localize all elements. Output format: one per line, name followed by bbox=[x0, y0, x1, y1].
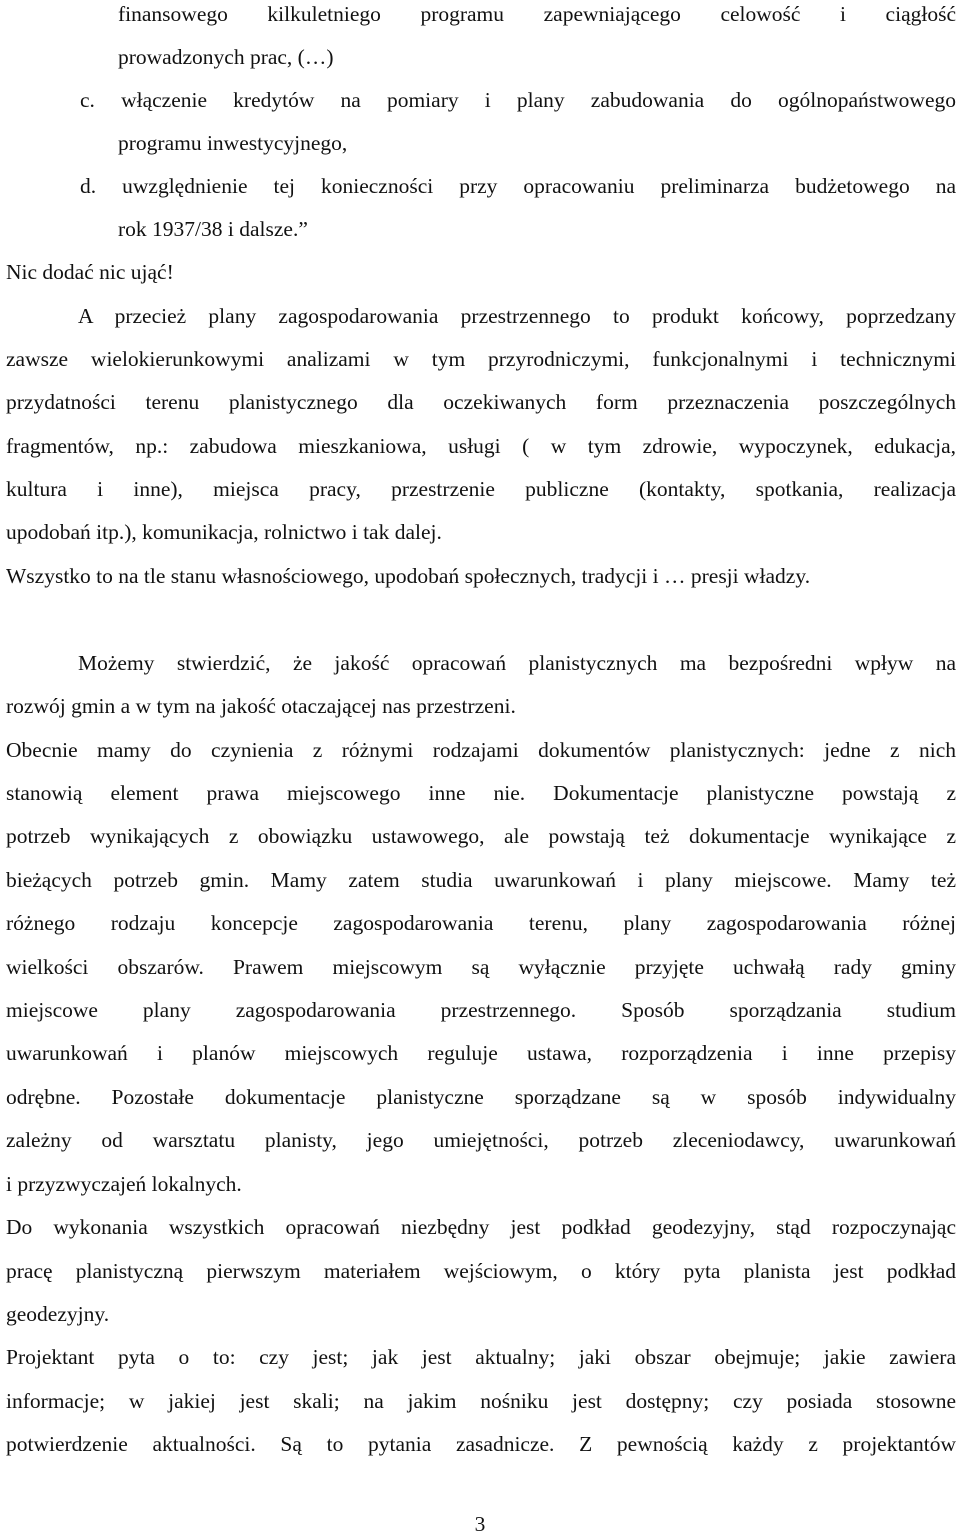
paragraph-1-line-4: fragmentów, np.: zabudowa mieszkaniowa, usługi ( w tym zdrowie, wypoczynek, edukacja, bbox=[6, 434, 956, 458]
list-item-b-line-2: prowadzonych prac, (…) bbox=[118, 45, 334, 69]
paragraph-6-line-2: informacje; w jakiej jest skali; na jakim nośniku jest dostępny; czy posiada stosowne bbox=[6, 1389, 956, 1413]
paragraph-5-line-3: geodezyjny. bbox=[6, 1302, 110, 1326]
paragraph-4-line-9: odrębne. Pozostałe dokumentacje planistyczne sporządzane są w sposób indywidualny bbox=[6, 1085, 956, 1109]
paragraph-6-line-3: potwierdzenie aktualności. Są to pytania zasadnicze. Z pewnością każdy z projektantów bbox=[6, 1432, 956, 1456]
paragraph-4-line-4: bieżących potrzeb gmin. Mamy zatem studia uwarunkowań i plany miejscowe. Mamy też bbox=[6, 868, 956, 892]
paragraph-3-line-1: Możemy stwierdzić, że jakość opracowań planistycznych ma bezpośredni wpływ na bbox=[78, 651, 956, 675]
paragraph-6-line-1: Projektant pyta o to: czy jest; jak jest aktualny; jaki obszar obejmuje; jakie zawiera bbox=[6, 1345, 956, 1369]
list-item-c-line-1: c. włączenie kredytów na pomiary i plany zabudowania do ogólnopaństwowego bbox=[80, 88, 956, 112]
list-item-c-line-2: programu inwestycyjnego, bbox=[118, 131, 348, 155]
paragraph-5-line-1: Do wykonania wszystkich opracowań niezbędny jest podkład geodezyjny, stąd rozpoczynając bbox=[6, 1215, 956, 1239]
paragraph-3-line-2: rozwój gmin a w tym na jakość otaczającej nas przestrzeni. bbox=[6, 694, 516, 718]
list-item-d-line-2: rok 1937/38 i dalsze.” bbox=[118, 217, 308, 241]
page-number: 3 bbox=[474, 1512, 486, 1536]
paragraph-4-line-8: uwarunkowań i planów miejscowych reguluje ustawa, rozporządzenia i inne przepisy bbox=[6, 1041, 956, 1065]
paragraph-1-line-1: A przecież plany zagospodarowania przestrzennego to produkt końcowy, poprzedzany bbox=[78, 304, 956, 328]
paragraph-4-line-3: potrzeb wynikających z obowiązku ustawowego, ale powstają też dokumentacje wynikające z bbox=[6, 824, 956, 848]
paragraph-4-line-11: i przyzwyczajeń lokalnych. bbox=[6, 1172, 242, 1196]
list-item-b-line-1: finansowego kilkuletniego programu zapewniającego celowość i ciągłość bbox=[118, 2, 956, 26]
paragraph-4-line-7: miejscowe plany zagospodarowania przestrzennego. Sposób sporządzania studium bbox=[6, 998, 956, 1022]
paragraph-4-line-6: wielkości obszarów. Prawem miejscowym są wyłącznie przyjęte uchwałą rady gminy bbox=[6, 955, 956, 979]
paragraph-4-line-1: Obecnie mamy do czynienia z różnymi rodzajami dokumentów planistycznych: jedne z nich bbox=[6, 738, 956, 762]
remark-text: Nic dodać nic ująć! bbox=[6, 260, 174, 284]
paragraph-1-line-3: przydatności terenu planistycznego dla oczekiwanych form przeznaczenia poszczególnych bbox=[6, 390, 956, 414]
paragraph-1-line-6: upodobań itp.), komunikacja, rolnictwo i tak dalej. bbox=[6, 520, 442, 544]
paragraph-4-line-10: zależny od warsztatu planisty, jego umiejętności, potrzeb zleceniodawcy, uwarunkowań bbox=[6, 1128, 956, 1152]
paragraph-1-line-2: zawsze wielokierunkowymi analizami w tym przyrodniczymi, funkcjonalnymi i technicznymi bbox=[6, 347, 956, 371]
paragraph-4-line-5: różnego rodzaju koncepcje zagospodarowania terenu, plany zagospodarowania różnej bbox=[6, 911, 956, 935]
list-item-d-line-1: d. uwzględnienie tej konieczności przy opracowaniu preliminarza budżetowego na bbox=[80, 174, 956, 198]
paragraph-2: Wszystko to na tle stanu własnościowego, upodobań społecznych, tradycji i … presji władzy. bbox=[6, 564, 811, 588]
paragraph-5-line-2: pracę planistyczną pierwszym materiałem wejściowym, o który pyta planista jest podkład bbox=[6, 1259, 956, 1283]
paragraph-1-line-5: kultura i inne), miejsca pracy, przestrzenie publiczne (kontakty, spotkania, realizacja bbox=[6, 477, 956, 501]
paragraph-4-line-2: stanowią element prawa miejscowego inne nie. Dokumentacje planistyczne powstają z bbox=[6, 781, 956, 805]
